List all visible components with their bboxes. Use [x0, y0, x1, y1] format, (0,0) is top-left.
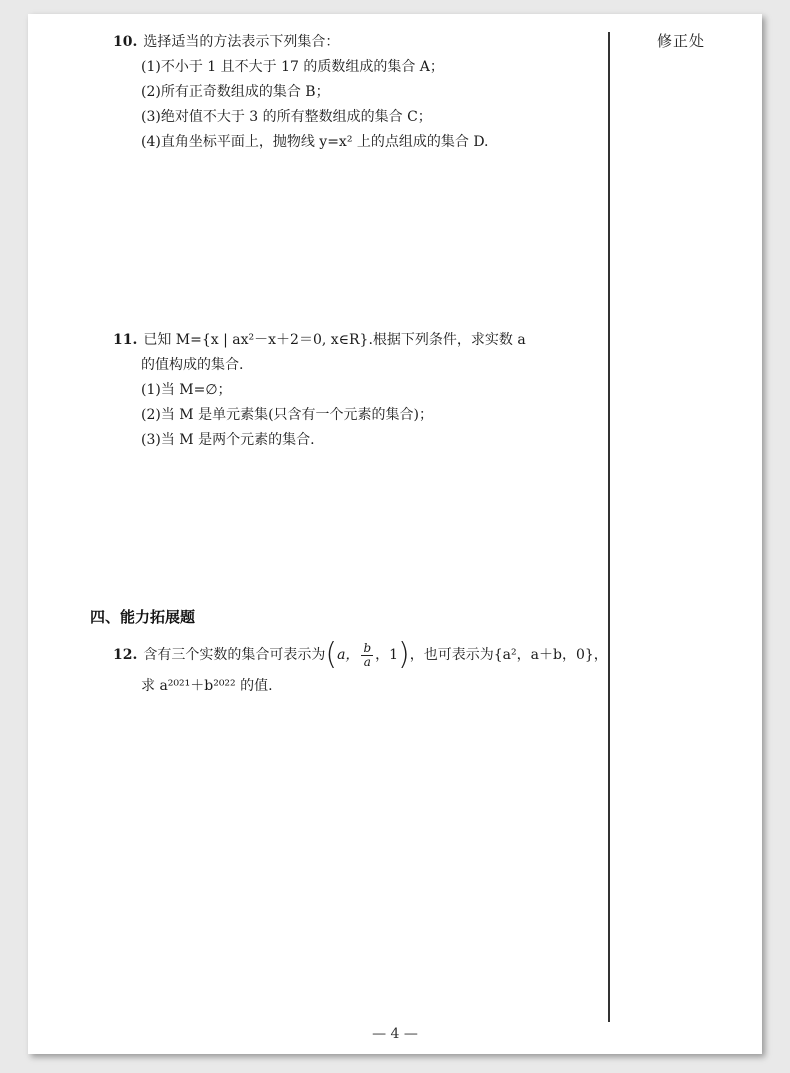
problem-11-stem: 已知 M={x | ax²－x＋2＝0, x∈R}.根据下列条件，求实数 a — [143, 332, 526, 348]
problem-12-set1-end: ，1 — [375, 647, 399, 663]
correction-column-label: 修正处 — [657, 32, 706, 50]
problem-11-item-3: (3)当 M 是两个元素的集合. — [141, 432, 315, 448]
fraction-numerator: b — [363, 640, 372, 655]
problem-11-stem-continued: 的值构成的集合. — [141, 357, 244, 373]
problem-12-number: 12. — [113, 647, 138, 663]
fraction-denominator: a — [363, 654, 371, 669]
problem-10-item-1: (1)不小于 1 且不大于 17 的质数组成的集合 A； — [141, 59, 444, 75]
problem-11-number: 11. — [113, 332, 138, 348]
problem-12-stem-continued: 求 a²⁰²¹＋b²⁰²² 的值. — [141, 678, 273, 694]
section-heading: 四、能力拓展题 — [90, 608, 196, 626]
problem-11-stem-line — [113, 328, 526, 353]
problem-11 — [113, 328, 526, 453]
problem-10-item-2: (2)所有正奇数组成的集合 B； — [141, 84, 330, 100]
right-paren: ) — [398, 637, 410, 672]
page-number: — 4 — — [372, 1026, 418, 1042]
left-paren: ( — [325, 637, 338, 672]
problem-12-stem-after: ，也可表示为{a²，a＋b，0}， — [409, 647, 608, 663]
problem-10-item-3: (3)绝对值不大于 3 的所有整数组成的集合 C； — [141, 109, 432, 125]
problem-11-item-2: (2)当 M 是单元素集(只含有一个元素的集合)； — [141, 407, 433, 423]
problem-10-stem: 选择适当的方法表示下列集合： — [143, 34, 340, 50]
problem-10 — [113, 30, 489, 155]
problem-10-number: 10. — [113, 34, 138, 50]
problem-10-item-4: (4)直角坐标平面上，抛物线 y=x² 上的点组成的集合 D. — [141, 134, 489, 150]
problem-12-set1-a: a， — [337, 647, 360, 663]
correction-column-divider — [608, 32, 610, 1022]
exam-page — [28, 14, 762, 1054]
problem-10-stem-line — [113, 30, 489, 55]
problem-11-item-1: (1)当 M=∅； — [141, 382, 232, 398]
problem-12-stem-before: 含有三个实数的集合可表示为 — [143, 647, 326, 663]
fraction-b-over-a — [361, 642, 373, 669]
problem-12 — [113, 638, 608, 699]
problem-12-stem-line — [113, 638, 608, 672]
